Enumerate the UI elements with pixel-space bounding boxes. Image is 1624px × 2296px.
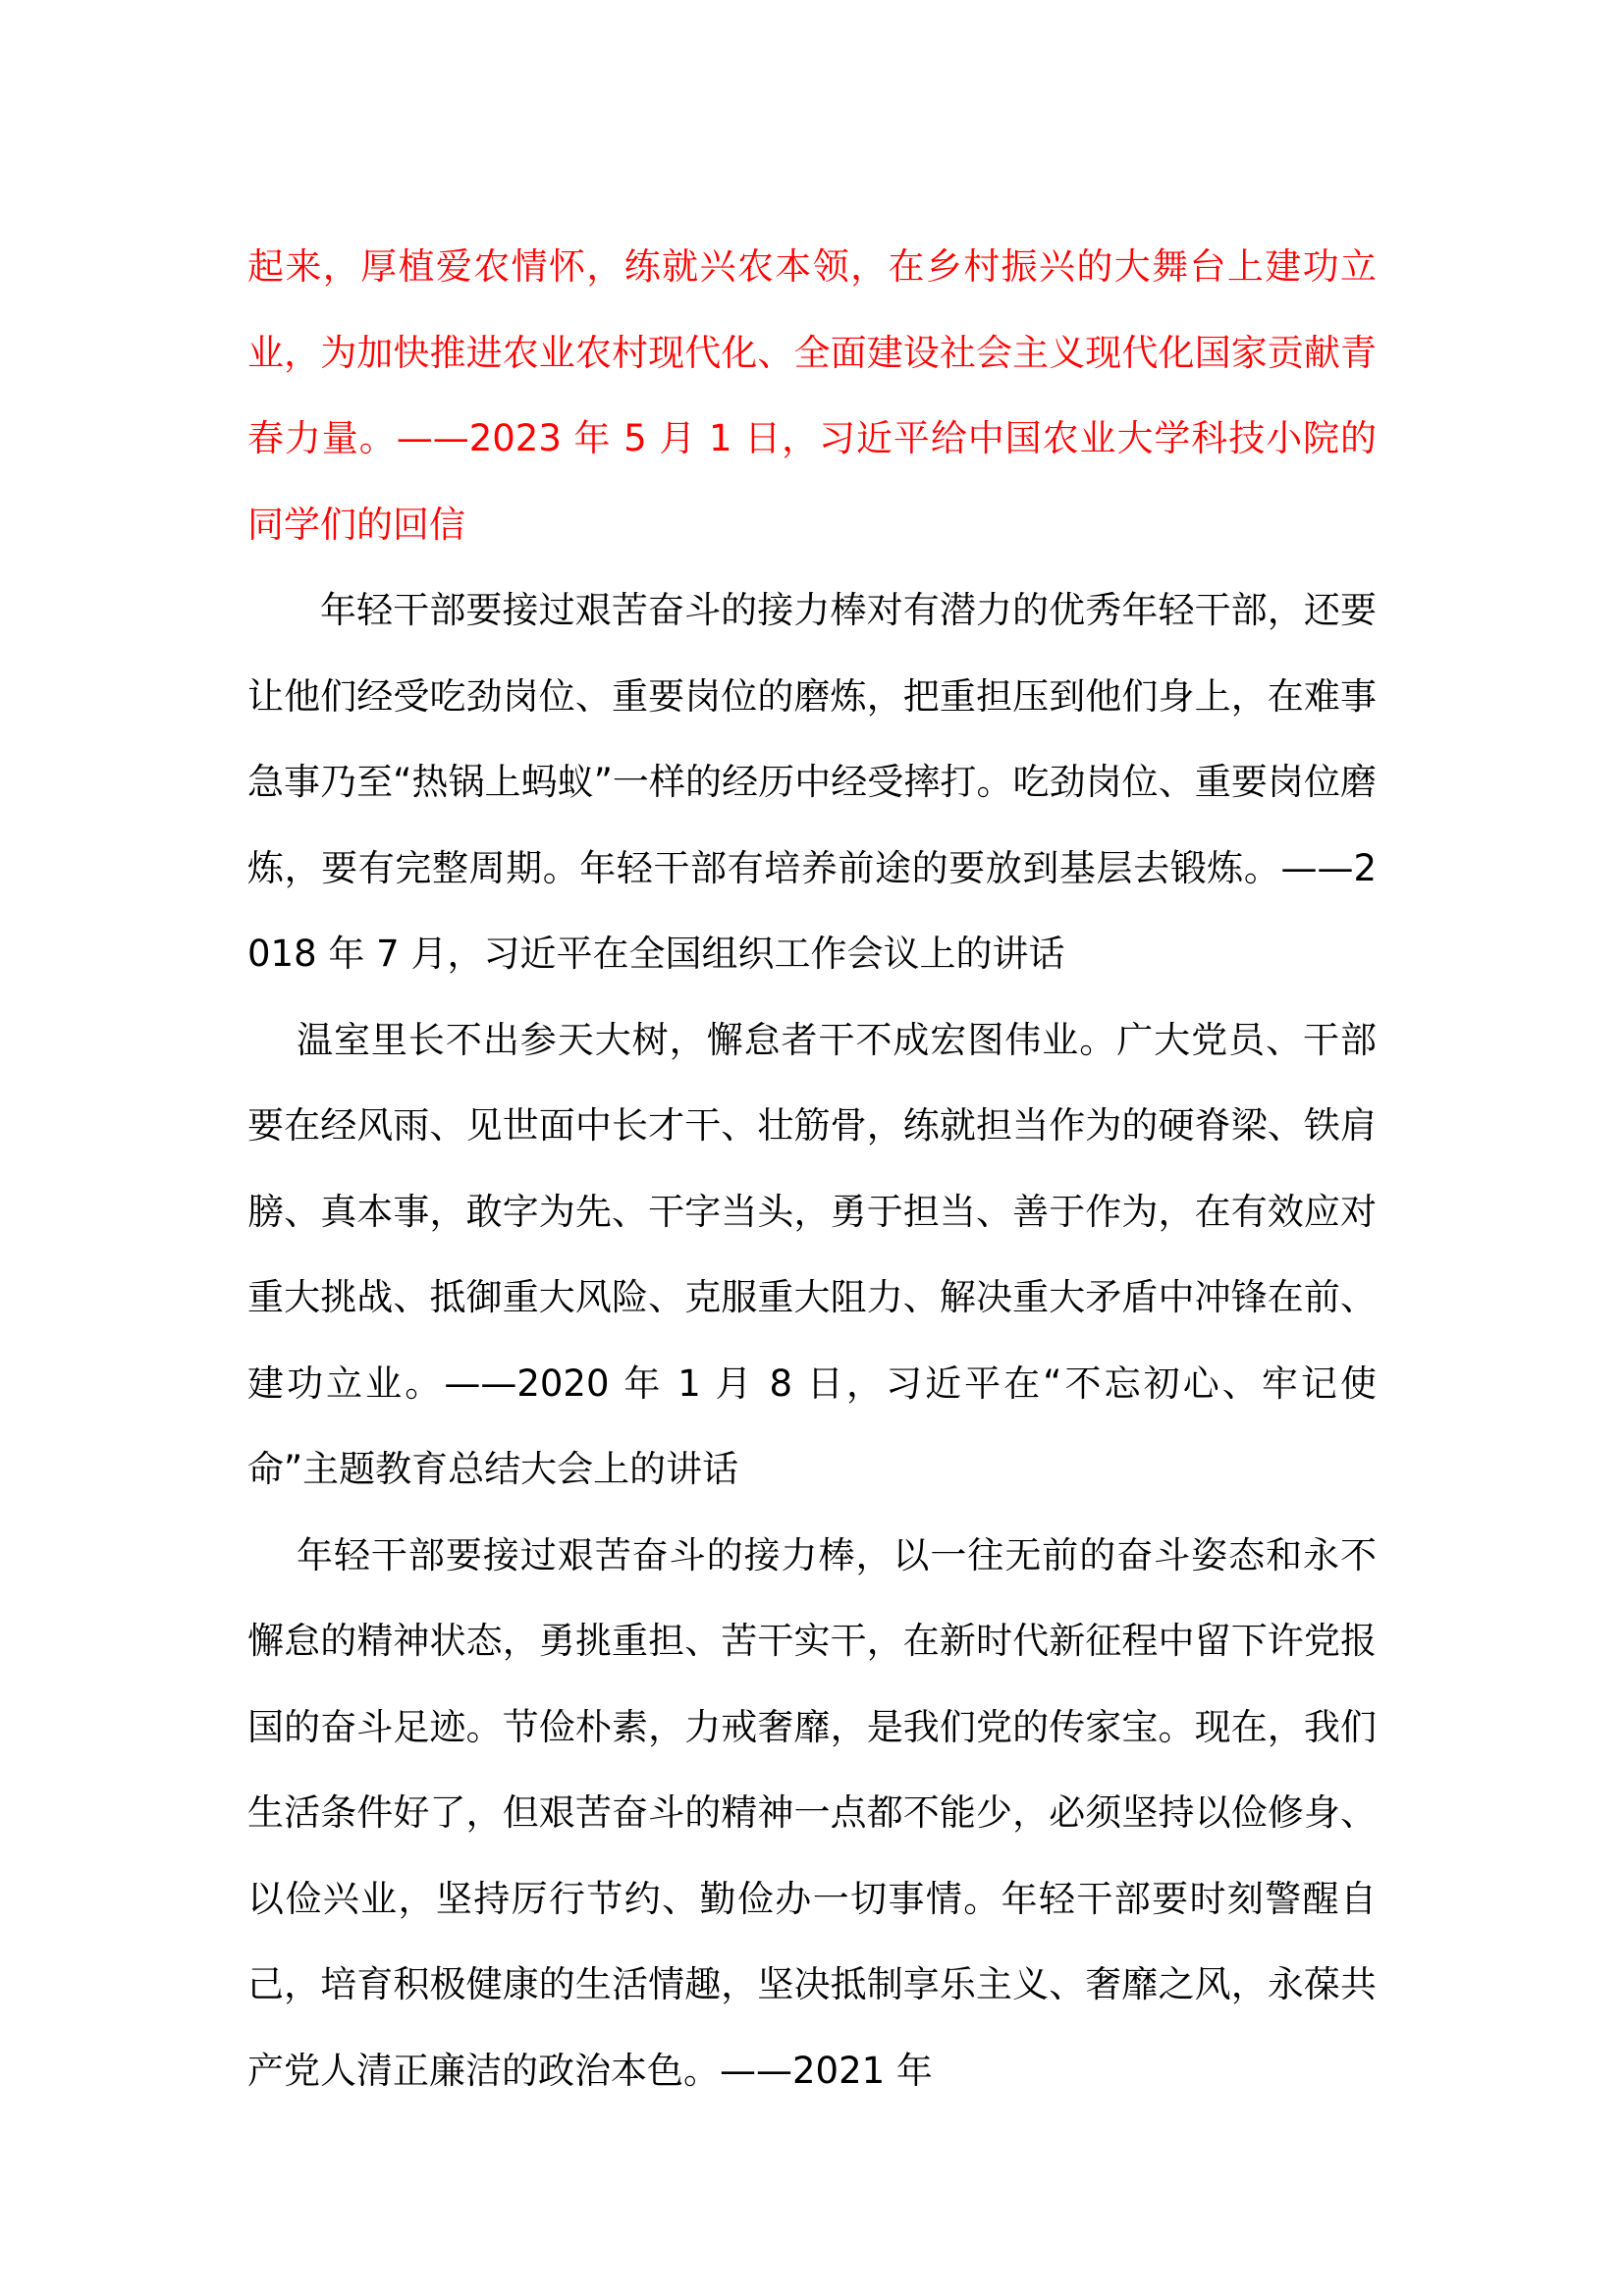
paragraph-quote-2018: 年轻干部要接过艰苦奋斗的接力棒对有潜力的优秀年轻干部，还要让他们经受吃劲岗位、重要岗位的磨炼，把重担压到他们身上，在难事急事乃至“热锅上蚂蚁”一样的经历中经受摔打。吃劲岗位、重要岗位磨炼，要有完整周期。年轻干部有培养前途的要放到基层去锻炼。——2018 年 7 月，习近平在全国组织工作会议上的讲话	[247, 589, 1377, 975]
paragraph-quote-2023: 起来，厚植爱农情怀，练就兴农本领，在乡村振兴的大舞台上建功立业，为加快推进农业农村现代化、全面建设社会主义现代化国家贡献青春力量。——2023 年 5 月 1 日，习近平给中国农业大学科技小院的同学们的回信	[247, 245, 1377, 546]
paragraph-quote-2020: 温室里长不出参天大树，懈怠者干不成宏图伟业。广大党员、干部要在经风雨、见世面中长才干、壮筋骨，练就担当作为的硬脊梁、铁肩膀、真本事，敢字为先、干字当头，勇于担当、善于作为，在有效应对重大挑战、抵御重大风险、克服重大阻力、解决重大矛盾中冲锋在前、建功立业。——2020 年 1 月 8 日，习近平在“不忘初心、牢记使命”主题教育总结大会上的讲话	[247, 1018, 1377, 1490]
paragraph-quote-2021: 年轻干部要接过艰苦奋斗的接力棒，以一往无前的奋斗姿态和永不懈怠的精神状态，勇挑重担、苦干实干，在新时代新征程中留下许党报国的奋斗足迹。节俭朴素，力戒奢靡，是我们党的传家宝。现在，我们生活条件好了，但艰苦奋斗的精神一点都不能少，必须坚持以俭修身、以俭兴业，坚持厉行节约、勤俭办一切事情。年轻干部要时刻警醒自己，培育积极健康的生活情趣，坚决抵制享乐主义、奢靡之风，永葆共产党人清正廉洁的政治本色。——2021 年	[247, 1533, 1377, 2092]
document-page	[247, 224, 1377, 2113]
